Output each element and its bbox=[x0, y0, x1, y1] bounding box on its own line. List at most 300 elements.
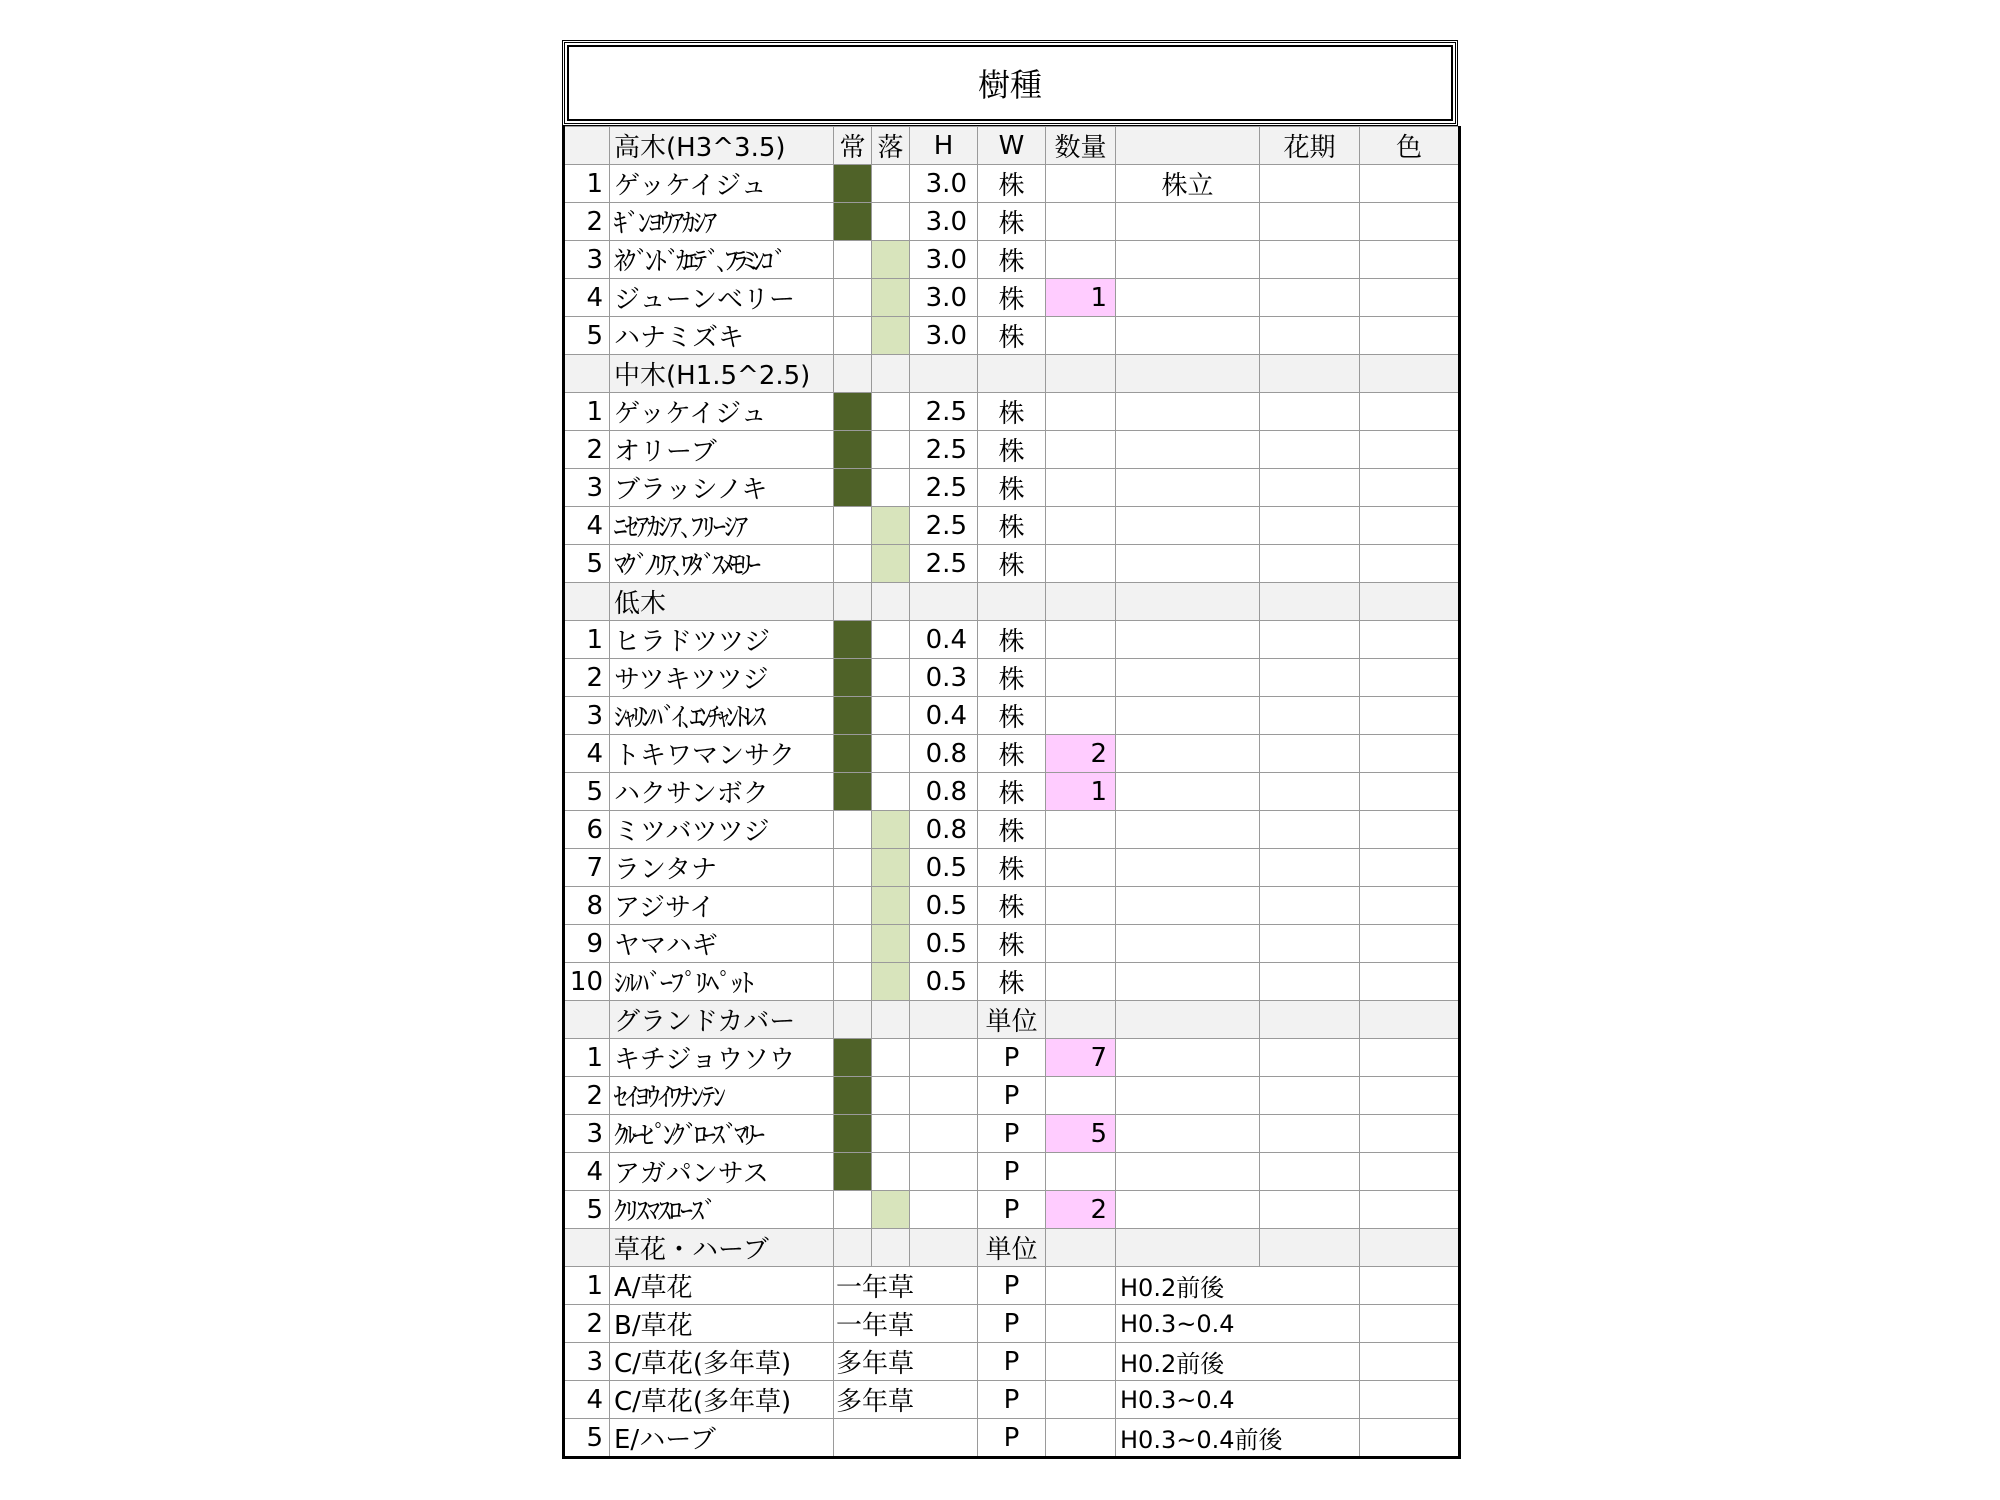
plant-row bbox=[564, 735, 1460, 773]
evergreen-cell bbox=[834, 279, 872, 317]
quantity-cell bbox=[1046, 1305, 1116, 1343]
deciduous-cell bbox=[872, 735, 910, 773]
deciduous-cell bbox=[872, 1191, 910, 1229]
color-cell bbox=[1360, 1191, 1460, 1229]
row-number bbox=[564, 1001, 610, 1039]
evergreen-cell bbox=[834, 773, 872, 811]
row-number: 9 bbox=[564, 925, 610, 963]
color-cell bbox=[1360, 659, 1460, 697]
header-w: W bbox=[978, 127, 1046, 165]
evergreen-cell bbox=[834, 469, 872, 507]
evergreen-cell bbox=[834, 1191, 872, 1229]
plant-name: アガパンサス bbox=[610, 1153, 834, 1191]
plant-row bbox=[564, 241, 1460, 279]
note-cell bbox=[1116, 811, 1260, 849]
color-cell bbox=[1360, 1419, 1460, 1458]
plant-name: ｸﾘｽﾏｽﾛｰｽﾞ bbox=[610, 1191, 834, 1229]
bloom-cell bbox=[1260, 887, 1360, 925]
section-row bbox=[564, 583, 1460, 621]
evergreen-cell bbox=[834, 1001, 872, 1039]
evergreen-cell bbox=[834, 621, 872, 659]
color-cell bbox=[1360, 241, 1460, 279]
header-color: 色 bbox=[1360, 127, 1460, 165]
quantity-cell bbox=[1046, 1343, 1116, 1381]
bloom-cell bbox=[1260, 469, 1360, 507]
deciduous-cell bbox=[872, 697, 910, 735]
evergreen-cell bbox=[834, 431, 872, 469]
row-number: 10 bbox=[564, 963, 610, 1001]
height-cell: 3.0 bbox=[910, 317, 978, 355]
row-number: 2 bbox=[564, 1077, 610, 1115]
plant-name: A/草花 bbox=[610, 1267, 834, 1305]
height-cell: 0.8 bbox=[910, 773, 978, 811]
quantity-cell: 7 bbox=[1046, 1039, 1116, 1077]
color-cell bbox=[1360, 887, 1460, 925]
color-cell bbox=[1360, 1381, 1460, 1419]
note-cell bbox=[1116, 887, 1260, 925]
quantity-cell: 2 bbox=[1046, 735, 1116, 773]
plant-row bbox=[564, 545, 1460, 583]
row-number: 3 bbox=[564, 469, 610, 507]
deciduous-cell bbox=[872, 431, 910, 469]
plant-row bbox=[564, 203, 1460, 241]
header-extra bbox=[1116, 127, 1260, 165]
bloom-cell bbox=[1260, 1039, 1360, 1077]
quantity-cell bbox=[1046, 1267, 1116, 1305]
section-title: グランドカバー bbox=[610, 1001, 834, 1039]
evergreen-cell bbox=[834, 241, 872, 279]
unit-cell: 株 bbox=[978, 735, 1046, 773]
unit-cell: P bbox=[978, 1077, 1046, 1115]
height-cell bbox=[910, 583, 978, 621]
height-cell: 0.5 bbox=[910, 925, 978, 963]
color-cell bbox=[1360, 963, 1460, 1001]
color-cell bbox=[1360, 393, 1460, 431]
row-number: 1 bbox=[564, 393, 610, 431]
row-number: 2 bbox=[564, 203, 610, 241]
note-cell: H0.3~0.4 bbox=[1116, 1381, 1360, 1419]
color-cell bbox=[1360, 1343, 1460, 1381]
quantity-cell bbox=[1046, 1001, 1116, 1039]
quantity-cell bbox=[1046, 1419, 1116, 1458]
color-cell bbox=[1360, 925, 1460, 963]
plant-row bbox=[564, 659, 1460, 697]
row-number: 6 bbox=[564, 811, 610, 849]
plant-name: ｼﾙﾊﾞｰﾌﾟﾘﾍﾟｯﾄ bbox=[610, 963, 834, 1001]
note-cell bbox=[1116, 1229, 1260, 1267]
note-cell bbox=[1116, 545, 1260, 583]
deciduous-cell bbox=[872, 621, 910, 659]
plant-row bbox=[564, 1077, 1460, 1115]
color-cell bbox=[1360, 583, 1460, 621]
deciduous-cell bbox=[872, 279, 910, 317]
note-cell bbox=[1116, 507, 1260, 545]
evergreen-cell bbox=[834, 355, 872, 393]
evergreen-cell bbox=[834, 317, 872, 355]
quantity-cell bbox=[1046, 469, 1116, 507]
evergreen-cell bbox=[834, 545, 872, 583]
plant-row bbox=[564, 469, 1460, 507]
quantity-cell bbox=[1046, 659, 1116, 697]
plant-row bbox=[564, 887, 1460, 925]
height-cell bbox=[910, 355, 978, 393]
bloom-cell bbox=[1260, 165, 1360, 203]
height-cell: 0.8 bbox=[910, 811, 978, 849]
plant-name: ﾈｸﾞﾝﾄﾞｶｴﾃﾞ､ﾌﾗﾐﾝｺﾞ bbox=[610, 241, 834, 279]
unit-cell: 株 bbox=[978, 849, 1046, 887]
quantity-cell: 1 bbox=[1046, 279, 1116, 317]
bloom-cell bbox=[1260, 735, 1360, 773]
spreadsheet bbox=[562, 40, 1458, 1459]
note-cell bbox=[1116, 1001, 1260, 1039]
row-number: 3 bbox=[564, 1115, 610, 1153]
plant-name: キチジョウソウ bbox=[610, 1039, 834, 1077]
color-cell bbox=[1360, 1039, 1460, 1077]
color-cell bbox=[1360, 697, 1460, 735]
note-cell bbox=[1116, 469, 1260, 507]
note-cell bbox=[1116, 1153, 1260, 1191]
row-number: 4 bbox=[564, 279, 610, 317]
height-cell: 2.5 bbox=[910, 545, 978, 583]
color-cell bbox=[1360, 507, 1460, 545]
herb-row bbox=[564, 1381, 1460, 1419]
unit-cell: 株 bbox=[978, 469, 1046, 507]
unit-cell: P bbox=[978, 1305, 1046, 1343]
header-evergreen: 常 bbox=[834, 127, 872, 165]
deciduous-cell bbox=[872, 1115, 910, 1153]
evergreen-cell bbox=[834, 849, 872, 887]
row-number: 5 bbox=[564, 545, 610, 583]
plant-name: C/草花(多年草) bbox=[610, 1381, 834, 1419]
deciduous-cell bbox=[872, 393, 910, 431]
bloom-cell bbox=[1260, 241, 1360, 279]
evergreen-cell bbox=[834, 659, 872, 697]
header-qty: 数量 bbox=[1046, 127, 1116, 165]
quantity-cell bbox=[1046, 1381, 1116, 1419]
plant-name: ｸﾙｰﾋﾟﾝｸﾞﾛｰｽﾞﾏﾘｰ bbox=[610, 1115, 834, 1153]
quantity-cell bbox=[1046, 583, 1116, 621]
height-cell: 3.0 bbox=[910, 165, 978, 203]
color-cell bbox=[1360, 203, 1460, 241]
section-row bbox=[564, 1001, 1460, 1039]
note-cell: H0.2前後 bbox=[1116, 1343, 1360, 1381]
note-cell bbox=[1116, 279, 1260, 317]
height-cell: 0.4 bbox=[910, 621, 978, 659]
unit-cell: 株 bbox=[978, 963, 1046, 1001]
plant-name: C/草花(多年草) bbox=[610, 1343, 834, 1381]
bloom-cell bbox=[1260, 1153, 1360, 1191]
height-cell: 0.8 bbox=[910, 735, 978, 773]
quantity-cell: 1 bbox=[1046, 773, 1116, 811]
note-cell bbox=[1116, 925, 1260, 963]
quantity-cell bbox=[1046, 1229, 1116, 1267]
bloom-cell bbox=[1260, 203, 1360, 241]
plant-name: ゲッケイジュ bbox=[610, 165, 834, 203]
deciduous-cell bbox=[872, 1153, 910, 1191]
bloom-cell bbox=[1260, 811, 1360, 849]
plant-name: ヒラドツツジ bbox=[610, 621, 834, 659]
row-number: 2 bbox=[564, 1305, 610, 1343]
color-cell bbox=[1360, 1077, 1460, 1115]
unit-header: 単位 bbox=[978, 1229, 1046, 1267]
quantity-cell bbox=[1046, 545, 1116, 583]
note-cell bbox=[1116, 1039, 1260, 1077]
quantity-cell: 5 bbox=[1046, 1115, 1116, 1153]
note-cell: 株立 bbox=[1116, 165, 1260, 203]
color-cell bbox=[1360, 621, 1460, 659]
quantity-cell bbox=[1046, 963, 1116, 1001]
color-cell bbox=[1360, 317, 1460, 355]
row-number: 2 bbox=[564, 659, 610, 697]
quantity-cell: 2 bbox=[1046, 1191, 1116, 1229]
quantity-cell bbox=[1046, 887, 1116, 925]
color-cell bbox=[1360, 735, 1460, 773]
bloom-cell bbox=[1260, 1115, 1360, 1153]
plant-name: ハナミズキ bbox=[610, 317, 834, 355]
plant-name: ランタナ bbox=[610, 849, 834, 887]
note-cell: H0.2前後 bbox=[1116, 1267, 1360, 1305]
row-number bbox=[564, 583, 610, 621]
evergreen-cell bbox=[834, 393, 872, 431]
deciduous-cell bbox=[872, 1039, 910, 1077]
note-cell bbox=[1116, 773, 1260, 811]
plant-kind bbox=[834, 1419, 978, 1458]
plant-row bbox=[564, 773, 1460, 811]
plant-row bbox=[564, 963, 1460, 1001]
plant-name: ハクサンボク bbox=[610, 773, 834, 811]
evergreen-cell bbox=[834, 583, 872, 621]
plant-row bbox=[564, 393, 1460, 431]
bloom-cell bbox=[1260, 773, 1360, 811]
deciduous-cell bbox=[872, 887, 910, 925]
evergreen-cell bbox=[834, 697, 872, 735]
bloom-cell bbox=[1260, 545, 1360, 583]
row-number: 1 bbox=[564, 1039, 610, 1077]
height-cell: 3.0 bbox=[910, 241, 978, 279]
unit-cell: 株 bbox=[978, 811, 1046, 849]
color-cell bbox=[1360, 165, 1460, 203]
height-cell: 2.5 bbox=[910, 469, 978, 507]
unit-cell: 株 bbox=[978, 925, 1046, 963]
plant-name: E/ハーブ bbox=[610, 1419, 834, 1458]
plant-row bbox=[564, 1191, 1460, 1229]
plant-row bbox=[564, 1153, 1460, 1191]
row-number bbox=[564, 1229, 610, 1267]
plant-name: ｼｬﾘﾝﾊﾞｲ､ｴﾝﾁｬﾝﾄﾚｽ bbox=[610, 697, 834, 735]
plant-kind: 一年草 bbox=[834, 1305, 978, 1343]
deciduous-cell bbox=[872, 583, 910, 621]
section-row bbox=[564, 1229, 1460, 1267]
deciduous-cell bbox=[872, 355, 910, 393]
color-cell bbox=[1360, 1115, 1460, 1153]
height-cell: 3.0 bbox=[910, 279, 978, 317]
unit-cell: 株 bbox=[978, 545, 1046, 583]
plant-name: ブラッシノキ bbox=[610, 469, 834, 507]
note-cell bbox=[1116, 393, 1260, 431]
unit-cell: 株 bbox=[978, 393, 1046, 431]
deciduous-cell bbox=[872, 469, 910, 507]
row-number: 5 bbox=[564, 773, 610, 811]
bloom-cell bbox=[1260, 1001, 1360, 1039]
unit-cell: 株 bbox=[978, 165, 1046, 203]
header-row bbox=[564, 127, 1460, 165]
unit-cell: P bbox=[978, 1191, 1046, 1229]
plant-kind: 多年草 bbox=[834, 1343, 978, 1381]
bloom-cell bbox=[1260, 1077, 1360, 1115]
section-title: 中木(H1.5^2.5) bbox=[610, 355, 834, 393]
plant-name: B/草花 bbox=[610, 1305, 834, 1343]
row-number: 4 bbox=[564, 1381, 610, 1419]
note-cell bbox=[1116, 431, 1260, 469]
plant-row bbox=[564, 849, 1460, 887]
color-cell bbox=[1360, 773, 1460, 811]
color-cell bbox=[1360, 1305, 1460, 1343]
height-cell bbox=[910, 1001, 978, 1039]
unit-header: 単位 bbox=[978, 1001, 1046, 1039]
height-cell bbox=[910, 1039, 978, 1077]
deciduous-cell bbox=[872, 317, 910, 355]
deciduous-cell bbox=[872, 165, 910, 203]
note-cell: H0.3~0.4 bbox=[1116, 1305, 1360, 1343]
sheet-title bbox=[562, 40, 1458, 126]
unit-cell: 株 bbox=[978, 659, 1046, 697]
plant-row bbox=[564, 317, 1460, 355]
bloom-cell bbox=[1260, 621, 1360, 659]
row-number: 3 bbox=[564, 697, 610, 735]
header-name: 高木(H3^3.5) bbox=[610, 127, 834, 165]
note-cell bbox=[1116, 963, 1260, 1001]
row-number: 7 bbox=[564, 849, 610, 887]
unit-cell: 株 bbox=[978, 431, 1046, 469]
evergreen-cell bbox=[834, 1229, 872, 1267]
bloom-cell bbox=[1260, 279, 1360, 317]
note-cell bbox=[1116, 355, 1260, 393]
color-cell bbox=[1360, 279, 1460, 317]
note-cell bbox=[1116, 735, 1260, 773]
quantity-cell bbox=[1046, 1153, 1116, 1191]
evergreen-cell bbox=[834, 203, 872, 241]
unit-cell: 株 bbox=[978, 697, 1046, 735]
note-cell bbox=[1116, 317, 1260, 355]
section-row bbox=[564, 355, 1460, 393]
bloom-cell bbox=[1260, 925, 1360, 963]
deciduous-cell bbox=[872, 1001, 910, 1039]
bloom-cell bbox=[1260, 317, 1360, 355]
unit-cell: 株 bbox=[978, 773, 1046, 811]
color-cell bbox=[1360, 469, 1460, 507]
color-cell bbox=[1360, 431, 1460, 469]
bloom-cell bbox=[1260, 1191, 1360, 1229]
row-number bbox=[564, 355, 610, 393]
deciduous-cell bbox=[872, 203, 910, 241]
unit-cell: 株 bbox=[978, 279, 1046, 317]
quantity-cell bbox=[1046, 317, 1116, 355]
bloom-cell bbox=[1260, 1229, 1360, 1267]
plant-row bbox=[564, 507, 1460, 545]
plant-row bbox=[564, 1039, 1460, 1077]
quantity-cell bbox=[1046, 203, 1116, 241]
row-number: 2 bbox=[564, 431, 610, 469]
unit-header bbox=[978, 583, 1046, 621]
plant-name: ﾏｸﾞﾉﾘｱ､ﾜﾀﾞｽﾒﾓﾘｰ bbox=[610, 545, 834, 583]
quantity-cell bbox=[1046, 241, 1116, 279]
bloom-cell bbox=[1260, 431, 1360, 469]
plant-row bbox=[564, 431, 1460, 469]
quantity-cell bbox=[1046, 355, 1116, 393]
evergreen-cell bbox=[834, 1153, 872, 1191]
unit-cell: 株 bbox=[978, 317, 1046, 355]
plant-name: ｷﾞﾝﾖｳｱｶｼｱ bbox=[610, 203, 834, 241]
deciduous-cell bbox=[872, 811, 910, 849]
unit-cell: 株 bbox=[978, 203, 1046, 241]
row-number: 3 bbox=[564, 241, 610, 279]
color-cell bbox=[1360, 1267, 1460, 1305]
plant-name: オリーブ bbox=[610, 431, 834, 469]
deciduous-cell bbox=[872, 507, 910, 545]
deciduous-cell bbox=[872, 849, 910, 887]
unit-header bbox=[978, 355, 1046, 393]
quantity-cell bbox=[1046, 393, 1116, 431]
plant-name: トキワマンサク bbox=[610, 735, 834, 773]
quantity-cell bbox=[1046, 507, 1116, 545]
quantity-cell bbox=[1046, 165, 1116, 203]
height-cell: 0.5 bbox=[910, 963, 978, 1001]
height-cell bbox=[910, 1077, 978, 1115]
unit-cell: P bbox=[978, 1343, 1046, 1381]
unit-cell: 株 bbox=[978, 621, 1046, 659]
quantity-cell bbox=[1046, 697, 1116, 735]
header-h: H bbox=[910, 127, 978, 165]
deciduous-cell bbox=[872, 773, 910, 811]
row-number: 8 bbox=[564, 887, 610, 925]
plant-name: サツキツツジ bbox=[610, 659, 834, 697]
row-number: 5 bbox=[564, 1191, 610, 1229]
herb-row bbox=[564, 1419, 1460, 1458]
row-number: 1 bbox=[564, 621, 610, 659]
herb-row bbox=[564, 1343, 1460, 1381]
bloom-cell bbox=[1260, 583, 1360, 621]
bloom-cell bbox=[1260, 697, 1360, 735]
row-number: 1 bbox=[564, 1267, 610, 1305]
height-cell: 0.5 bbox=[910, 849, 978, 887]
unit-cell: 株 bbox=[978, 507, 1046, 545]
header-bloom: 花期 bbox=[1260, 127, 1360, 165]
note-cell bbox=[1116, 621, 1260, 659]
bloom-cell bbox=[1260, 507, 1360, 545]
quantity-cell bbox=[1046, 1077, 1116, 1115]
section-title: 低木 bbox=[610, 583, 834, 621]
height-cell: 3.0 bbox=[910, 203, 978, 241]
tree-table bbox=[562, 126, 1461, 1459]
plant-row bbox=[564, 697, 1460, 735]
row-number: 4 bbox=[564, 735, 610, 773]
note-cell bbox=[1116, 659, 1260, 697]
evergreen-cell bbox=[834, 925, 872, 963]
deciduous-cell bbox=[872, 963, 910, 1001]
quantity-cell bbox=[1046, 811, 1116, 849]
deciduous-cell bbox=[872, 241, 910, 279]
height-cell: 2.5 bbox=[910, 431, 978, 469]
height-cell: 2.5 bbox=[910, 507, 978, 545]
note-cell bbox=[1116, 203, 1260, 241]
deciduous-cell bbox=[872, 1077, 910, 1115]
plant-kind: 多年草 bbox=[834, 1381, 978, 1419]
section-title: 草花・ハーブ bbox=[610, 1229, 834, 1267]
row-number: 4 bbox=[564, 507, 610, 545]
title-text: 樹種 bbox=[977, 66, 1042, 104]
plant-row bbox=[564, 811, 1460, 849]
color-cell bbox=[1360, 1153, 1460, 1191]
